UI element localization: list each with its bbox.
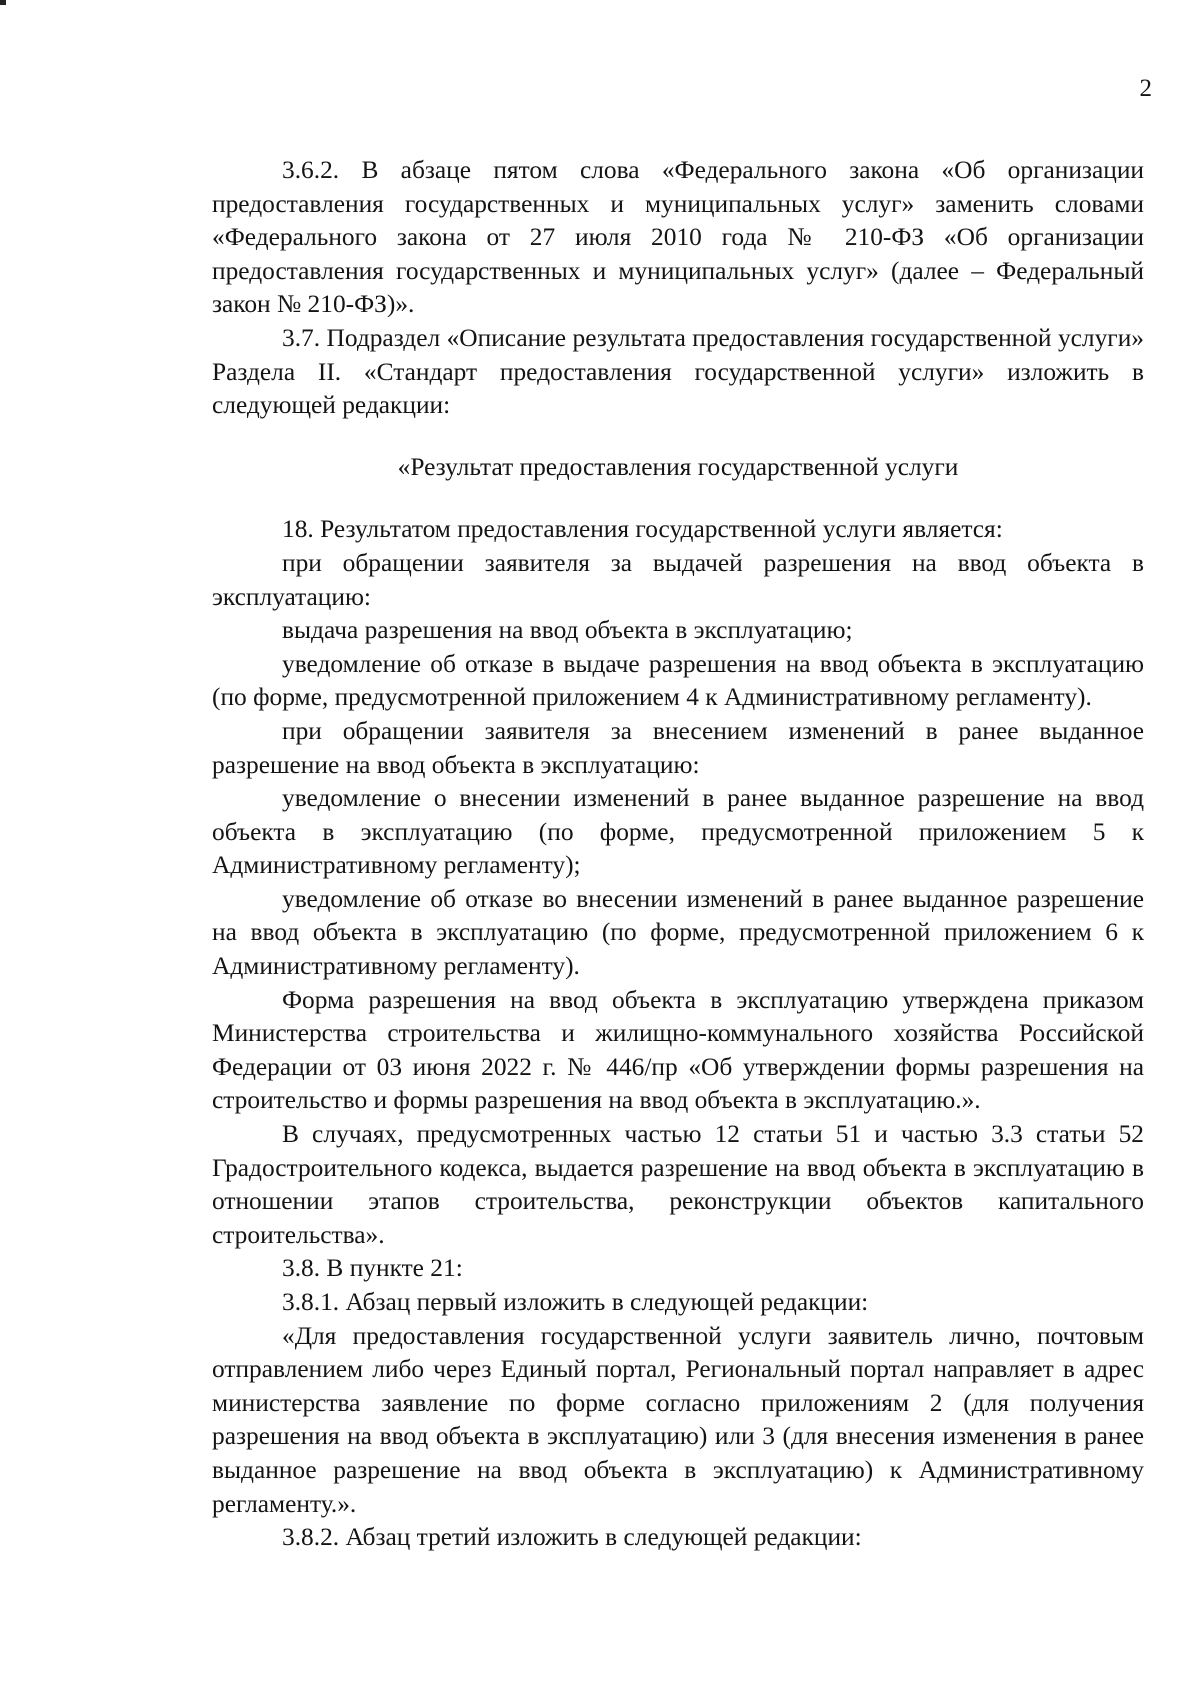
paragraph-issue-result: выдача разрешения на ввод объекта в эксплуатацию; xyxy=(282,616,853,645)
paragraph-permit-form: Форма разрешения на ввод объекта в эксплуатацию утверждена приказом Министерства строительства и жилищно-коммунального хозяйства Российской Федерации от 03 июня 2022 г. № 446/пр «Об утверждении формы разрешения на строительство и формы разрешения на ввод объекта в эксплуатацию.». xyxy=(212,985,1144,1115)
section-heading: «Результат предоставления государственной услуги xyxy=(397,452,959,481)
paragraph-change-request: при обращении заявителя за внесением изменений в ранее выданное разрешение на ввод объекта в эксплуатацию: xyxy=(212,716,1144,779)
document-body xyxy=(212,154,1144,1555)
paragraph-3-7: 3.7. Подраздел «Описание результата предоставления государственной услуги» Раздела II. «Стандарт предоставления государственной услуги» изложить в следующей редакции: xyxy=(212,323,1144,420)
scan-corner-mark xyxy=(0,0,6,5)
paragraph-3-6-2: 3.6.2. В абзаце пятом слова «Федерального закона «Об организации предоставления государственных и муниципальных услуг» заменить словами «Федерального закона от 27 июля 2010 года № 210-ФЗ «Об организации предоставления государственных и муниципальных услуг» (далее – Федеральный закон № 210-ФЗ)». xyxy=(212,156,1144,319)
page-number: 2 xyxy=(1139,75,1152,102)
paragraph-change-refusal: уведомление об отказе во внесении изменений в ранее выданное разрешение на ввод объекта в эксплуатацию (по форме, предусмотренной приложением 6 к Административному регламенту). xyxy=(212,884,1144,981)
paragraph-issue-refusal: уведомление об отказе в выдаче разрешения на ввод объекта в эксплуатацию (по форме, предусмотренной приложением 4 к Административному регламенту). xyxy=(212,649,1144,712)
paragraph-3-8: 3.8. В пункте 21: xyxy=(282,1254,463,1283)
paragraph-change-notice: уведомление о внесении изменений в ранее выданное разрешение на ввод объекта в эксплуатацию (по форме, предусмотренной приложением 5 к Административному регламенту); xyxy=(212,784,1144,880)
paragraph-3-8-2: 3.8.2. Абзац третий изложить в следующей редакции: xyxy=(282,1523,862,1552)
paragraph-issue-request: при обращении заявителя за выдачей разрешения на ввод объекта в эксплуатацию: xyxy=(212,548,1144,611)
paragraph-application: «Для предоставления государственной услуги заявитель лично, почтовым отправлением либо через Единый портал, Региональный портал направляет в адрес министерства заявление по форме согласно приложениям 2 (для получения разрешения на ввод объекта в эксплуатацию) или 3 (для внесения изменения в ранее выданное разрешение на ввод объекта в эксплуатацию) к Административному регламенту.». xyxy=(212,1321,1144,1518)
paragraph-3-8-1: 3.8.1. Абзац первый изложить в следующей редакции: xyxy=(282,1288,869,1316)
paragraph-18: 18. Результатом предоставления государственной услуги является: xyxy=(282,515,1003,544)
paragraph-stages: В случаях, предусмотренных частью 12 статьи 51 и частью 3.3 статьи 52 Градостроительного кодекса, выдается разрешение на ввод объекта в эксплуатацию в отношении этапов строительства, реконструкции объектов капитального строительства». xyxy=(212,1120,1144,1249)
